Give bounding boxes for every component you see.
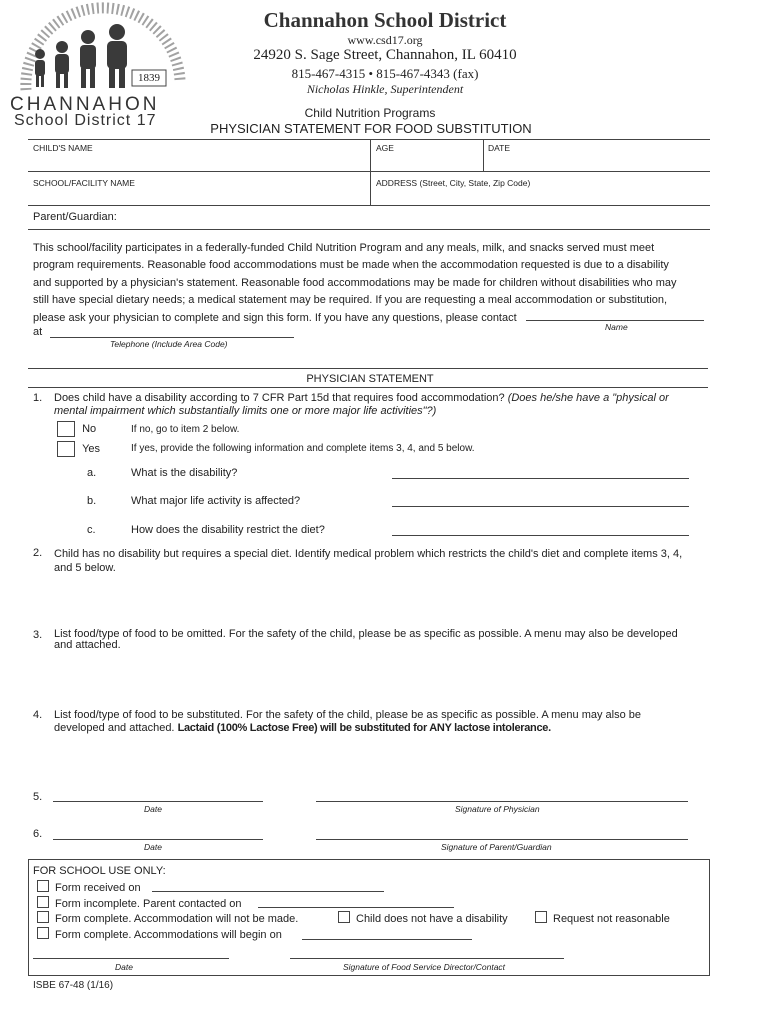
q6-number: 6. [33, 828, 43, 840]
school-use-row [37, 927, 282, 941]
accommodation-begin-checkbox[interactable] [37, 927, 49, 939]
yes-note: If yes, provide the following information and complete items 3, 4, and 5 below. [131, 443, 475, 454]
contact-name-caption: Name [605, 322, 628, 332]
intro-line: This school/facility participates in a federally-funded Child Nutrition Program and any meals, milk, and snacks served must meet [33, 242, 655, 254]
q1-question-italic: (Does he/she have a "physical or [507, 392, 669, 404]
q2-line: Child has no disability but requires a special diet. Identify medical problem which restricts the child's diet and complete items 3, 4, [54, 548, 683, 560]
q1-number: 1. [33, 392, 43, 404]
no-accommodation-checkbox[interactable] [37, 911, 49, 923]
address: 24920 S. Sage Street, Channahon, IL 60410 [253, 47, 517, 63]
q4-text [54, 709, 714, 735]
item-c-letter: c. [87, 524, 96, 536]
divider [28, 205, 710, 206]
form-received-label: Form received on [55, 882, 141, 894]
q4-lactaid-note: Lactaid (100% Lactose Free) will be substituted for ANY lactose intolerance. [177, 722, 551, 734]
yes-checkbox[interactable] [57, 441, 75, 457]
director-signature-field[interactable] [290, 958, 564, 959]
q1-question-italic-2: mental impairment which substantially limits one or more major life activities"?) [54, 405, 437, 417]
form-incomplete-checkbox[interactable] [37, 896, 49, 908]
item-c-text: How does the disability restrict the diet? [131, 524, 325, 536]
q3-number: 3. [33, 629, 43, 641]
district-logo [4, 2, 192, 132]
school-use-row [37, 911, 298, 925]
director-signature-caption: Signature of Food Service Director/Contact [343, 962, 506, 972]
date-col-divider [483, 139, 484, 171]
age-col-divider [370, 139, 371, 171]
address-col-divider [370, 171, 371, 205]
parent-label: Parent/Guardian: [33, 211, 117, 223]
no-accommodation-label: Form complete. Accommodation will not be made. [55, 913, 299, 925]
no-disability-checkbox[interactable] [338, 911, 350, 923]
accommodation-begin-label: Form complete. Accommodations will begin on [55, 929, 282, 941]
not-reasonable-option [535, 911, 670, 925]
physician-signature-caption: Signature of Physician [455, 804, 540, 814]
form-id: ISBE 67-48 (1/16) [33, 980, 114, 991]
superintendent: Nicholas Hinkle, Superintendent [306, 82, 464, 96]
form-received-field[interactable] [152, 891, 384, 892]
phones: 815-467-4315 • 815-467-4343 (fax) [291, 66, 479, 81]
item-b-letter: b. [87, 495, 97, 507]
intro-line: still have special dietary needs; a medical statement may be required. If you are requesting a meal accommodation or substitution, [33, 294, 668, 307]
no-disability-label: Child does not have a disability [356, 913, 508, 925]
divider [28, 368, 708, 369]
program-name: Child Nutrition Programs [304, 106, 436, 120]
school-date-field[interactable] [33, 958, 229, 959]
intro-line: and supported by a physician's statement. Reasonable food accommodations may be made for children without disabilities who may [33, 276, 677, 289]
at-label: at [33, 326, 43, 338]
no-label: No [82, 422, 97, 435]
intro-paragraph [33, 240, 713, 327]
physician-date-field[interactable] [53, 801, 263, 802]
q3-line: List food/type of food to be omitted. For the safety of the child, please be as specific as possible. A menu may also be developed [54, 628, 678, 640]
q2-text [54, 547, 714, 575]
q4-number: 4. [33, 709, 43, 721]
address-label: ADDRESS (Street, City, State, Zip Code) [376, 178, 531, 188]
page-title: Channahon School District [263, 8, 507, 32]
childs-name-label: CHILD'S NAME [33, 143, 93, 153]
physician-date-caption: Date [144, 804, 162, 814]
q1-question: Does child have a disability according to 7 CFR Part 15d that requires food accommodation? [54, 392, 505, 404]
item-a-text: What is the disability? [131, 467, 238, 479]
divider [28, 171, 710, 172]
school-use-row [37, 896, 241, 910]
no-option[interactable] [57, 421, 96, 437]
parent-date-caption: Date [144, 842, 162, 852]
q3-line: and attached. [54, 639, 121, 651]
item-c-field[interactable] [392, 535, 689, 536]
contact-name-field[interactable] [526, 320, 704, 321]
yes-option[interactable] [57, 441, 100, 457]
parent-signature-field[interactable] [316, 839, 688, 840]
school-label: SCHOOL/FACILITY NAME [33, 178, 135, 188]
website: www.csd17.org [347, 33, 423, 47]
item-b-field[interactable] [392, 506, 689, 507]
intro-line: please ask your physician to complete and sign this form. If you have any questions, please contact [33, 311, 517, 324]
q4-line: List food/type of food to be substituted. For the safety of the child, please be as specific as possible. A menu may also be [54, 709, 642, 721]
district-logo-name: CHANNAHON [10, 94, 160, 115]
q5-number: 5. [33, 791, 43, 803]
q4-line-2 [54, 722, 714, 735]
divider [28, 387, 708, 388]
age-label: AGE [376, 143, 394, 153]
no-note: If no, go to item 2 below. [131, 424, 240, 435]
section-title: PHYSICIAN STATEMENT [306, 373, 434, 385]
date-label: DATE [488, 143, 511, 153]
parent-contacted-field[interactable] [258, 907, 454, 908]
q3-text [54, 629, 714, 651]
yes-label: Yes [82, 442, 101, 455]
q2-line: and 5 below. [54, 562, 116, 574]
contact-phone-caption: Telephone (Include Area Code) [110, 339, 228, 349]
seal-year: 1839 [138, 72, 160, 84]
district-seal-icon [4, 2, 192, 97]
form-title: PHYSICIAN STATEMENT FOR FOOD SUBSTITUTION [210, 121, 532, 136]
q1-text [54, 392, 714, 418]
contact-phone-field[interactable] [50, 337, 294, 338]
item-a-letter: a. [87, 467, 97, 479]
no-disability-option [338, 911, 508, 925]
form-incomplete-label: Form incomplete. Parent contacted on [55, 898, 242, 910]
district-logo-subname: School District 17 [14, 112, 157, 129]
item-b-text: What major life activity is affected? [131, 495, 301, 507]
item-a-field[interactable] [392, 478, 689, 479]
divider [28, 139, 710, 140]
q4-line: developed and attached. [54, 722, 175, 734]
divider [28, 229, 710, 230]
accommodation-begin-field[interactable] [302, 939, 472, 940]
school-use-title: FOR SCHOOL USE ONLY: [33, 865, 166, 877]
parent-signature-caption: Signature of Parent/Guardian [441, 842, 552, 852]
intro-line: program requirements. Reasonable food accommodations must be made when the accommodation requested is due to a disability [33, 259, 669, 272]
no-checkbox[interactable] [57, 421, 75, 437]
physician-signature-field[interactable] [316, 801, 688, 802]
not-reasonable-checkbox[interactable] [535, 911, 547, 923]
parent-date-field[interactable] [53, 839, 263, 840]
school-use-row [37, 880, 141, 894]
school-date-caption: Date [115, 962, 133, 972]
q2-number: 2. [33, 547, 43, 559]
not-reasonable-label: Request not reasonable [553, 913, 670, 925]
form-received-checkbox[interactable] [37, 880, 49, 892]
